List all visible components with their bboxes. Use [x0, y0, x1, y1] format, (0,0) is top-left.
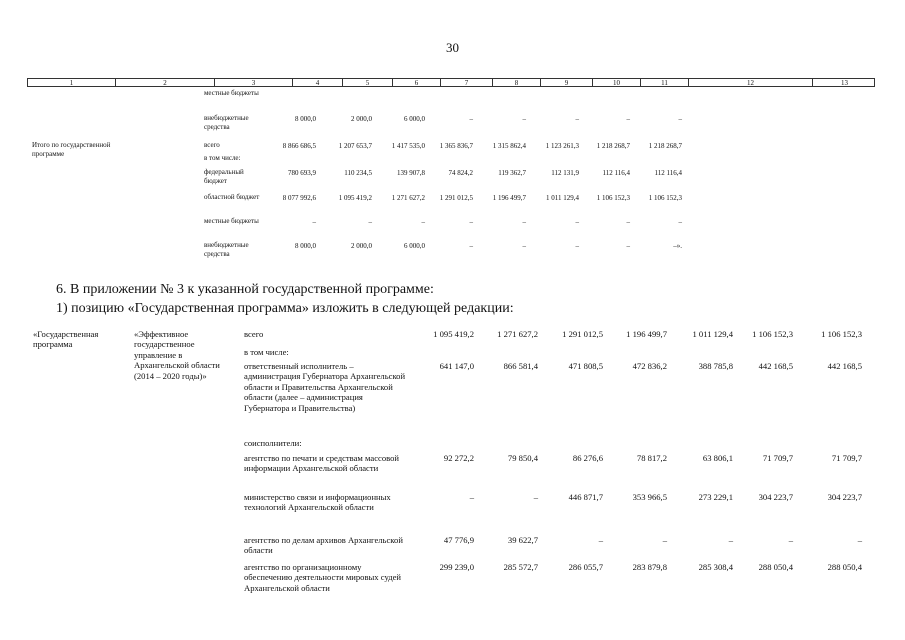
header-col-1: 1: [69, 79, 74, 87]
funding-row-label: министерство связи и информационных технологий Архангельской области: [244, 492, 391, 513]
header-col-11: 11: [640, 79, 688, 86]
top-row-value: 110 234,5: [344, 169, 372, 177]
top-row-value: 2 000,0: [351, 242, 372, 250]
funding-row-label: в том числе:: [244, 347, 289, 357]
top-row-value: 8 077 992,6: [282, 194, 316, 202]
funding-row-value: 353 966,5: [632, 492, 667, 502]
top-row-value: –: [522, 242, 526, 250]
funding-row-value: 641 147,0: [439, 361, 474, 371]
funding-row-value: 388 785,8: [698, 361, 733, 371]
top-row-value: –: [575, 218, 579, 226]
funding-row-label: агентство по печати и средствам массовой информации Архангельской области: [244, 453, 400, 474]
funding-row-value: –: [662, 535, 667, 545]
header-col-2: 2: [115, 79, 214, 86]
funding-row-value: 288 050,4: [827, 562, 862, 572]
top-row-value: 1 315 862,4: [492, 142, 526, 150]
funding-row-label: агентство по делам архивов Архангельской области: [244, 535, 403, 556]
top-row-label: федеральный бюджет: [204, 168, 244, 185]
top-row-value: 112 116,4: [654, 169, 682, 177]
funding-row-label: всего: [244, 329, 264, 339]
top-row-value: 139 907,8: [397, 169, 425, 177]
top-row-value: –: [421, 218, 425, 226]
funding-row-value: –: [598, 535, 603, 545]
top-row-label: местные бюджеты: [204, 217, 259, 225]
program-type-cell: «Государственная программа: [33, 329, 99, 350]
funding-row-value: 299 239,0: [439, 562, 474, 572]
top-partial-row-value: 8 000,0: [295, 115, 316, 123]
funding-row-value: 1 106 152,3: [752, 329, 793, 339]
top-row-value: 1 106 152,3: [596, 194, 630, 202]
funding-row-value: 304 223,7: [758, 492, 793, 502]
top-partial-row-value: –: [678, 115, 682, 123]
top-row-value: 1 123 261,3: [545, 142, 579, 150]
top-row-value: 74 824,2: [448, 169, 473, 177]
top-partial-row-value: 2 000,0: [351, 115, 372, 123]
funding-row-label: агентство по организационному обеспечению деятельности мировых судей Архангельской области: [244, 562, 401, 593]
top-row-value: 1 291 012,5: [439, 194, 473, 202]
funding-row-value: 1 291 012,5: [562, 329, 603, 339]
paragraph-1: 1) позицию «Государственная программа» изложить в следующей редакции:: [56, 301, 514, 316]
funding-row-value: 286 055,7: [568, 562, 603, 572]
header-col-13: 13: [812, 79, 876, 86]
funding-row-value: 442 168,5: [758, 361, 793, 371]
funding-row-value: 285 572,7: [503, 562, 538, 572]
top-partial-row-value: –: [469, 115, 473, 123]
funding-row-value: 63 806,1: [702, 453, 733, 463]
top-row-value: 1 011 129,4: [546, 194, 579, 202]
top-row-value: 1 196 499,7: [492, 194, 526, 202]
funding-row-value: 71 709,7: [762, 453, 793, 463]
funding-row-label: соисполнители:: [244, 438, 302, 448]
funding-row-value: 471 808,5: [568, 361, 603, 371]
top-row-label: всего: [204, 141, 220, 149]
header-col-7: 7: [440, 79, 492, 86]
top-row-value: –: [522, 218, 526, 226]
top-row-value: 1 417 535,0: [391, 142, 425, 150]
funding-row-value: 1 196 499,7: [626, 329, 667, 339]
funding-row-value: –: [788, 535, 793, 545]
header-col-8: 8: [492, 79, 540, 86]
top-row-value: 6 000,0: [404, 242, 425, 250]
top-row-value: –: [469, 242, 473, 250]
top-partial-row-value: 6 000,0: [404, 115, 425, 123]
top-row-value: 1 207 653,7: [338, 142, 372, 150]
top-partial-row-value: –: [575, 115, 579, 123]
funding-row-value: 78 817,2: [636, 453, 667, 463]
funding-row-value: –: [728, 535, 733, 545]
top-row-value: –: [575, 242, 579, 250]
funding-row-value: 446 871,7: [568, 492, 603, 502]
top-row-value: 8 000,0: [295, 242, 316, 250]
funding-row-value: 79 850,4: [507, 453, 538, 463]
top-row-value: –: [626, 218, 630, 226]
top-row-value: –: [678, 218, 682, 226]
top-row-value: 8 866 686,5: [282, 142, 316, 150]
top-row-value: 1 271 627,2: [391, 194, 425, 202]
top-row-value: 119 362,7: [498, 169, 526, 177]
paragraph-6: 6. В приложении № 3 к указанной государственной программе:: [56, 282, 434, 297]
top-row-value: –: [312, 218, 316, 226]
funding-row-value: 1 271 627,2: [497, 329, 538, 339]
top-row-value: 1 095 419,2: [338, 194, 372, 202]
header-col-9: 9: [540, 79, 592, 86]
table-header-row: [27, 78, 875, 87]
top-partial-row-label: местные бюджеты: [204, 89, 259, 97]
funding-row-value: 39 622,7: [507, 535, 538, 545]
funding-row-value: 472 836,2: [632, 361, 667, 371]
header-col-12: 12: [688, 79, 812, 86]
top-row-value: 1 218 268,7: [596, 142, 630, 150]
header-col-4: 4: [292, 79, 342, 86]
top-row-value: 112 131,9: [551, 169, 579, 177]
top-row-value: 1 365 836,7: [439, 142, 473, 150]
program-name-cell: «Эффективное государственное управление в Архангельской области (2014 – 2020 годы)»: [134, 329, 220, 381]
funding-row-value: 47 776,9: [443, 535, 474, 545]
funding-row-value: 283 879,8: [632, 562, 667, 572]
funding-row-value: 442 168,5: [827, 361, 862, 371]
top-row-value: 112 116,4: [602, 169, 630, 177]
page-number: 30: [446, 40, 459, 55]
funding-row-value: 1 106 152,3: [821, 329, 862, 339]
top-row-label: в том числе:: [204, 154, 241, 162]
top-row-value: –: [626, 242, 630, 250]
top-row-value: 1 218 268,7: [648, 142, 682, 150]
top-row-value: –: [368, 218, 372, 226]
header-col-5: 5: [342, 79, 392, 86]
top-partial-row-value: –: [626, 115, 630, 123]
total-label: Итого по государственной программе: [32, 141, 111, 158]
top-row-label: внебюджетные средства: [204, 241, 249, 258]
top-partial-row-label: внебюджетные средства: [204, 114, 249, 131]
funding-row-value: 288 050,4: [758, 562, 793, 572]
funding-row-value: 273 229,1: [698, 492, 733, 502]
top-row-value: 780 693,9: [288, 169, 316, 177]
top-partial-row-value: –: [522, 115, 526, 123]
funding-row-value: 92 272,2: [443, 453, 474, 463]
top-row-value: –».: [673, 242, 682, 250]
header-col-3: 3: [214, 79, 292, 86]
top-row-value: –: [469, 218, 473, 226]
funding-row-value: 86 276,6: [572, 453, 603, 463]
funding-row-value: 304 223,7: [827, 492, 862, 502]
funding-row-value: 71 709,7: [831, 453, 862, 463]
funding-row-label: ответственный исполнитель – администрация Губернатора Архангельской области и Правительства Архангельской области (далее – администрация Губернатора и Правительства): [244, 361, 406, 413]
top-row-value: 1 106 152,3: [648, 194, 682, 202]
funding-row-value: –: [857, 535, 862, 545]
funding-row-value: 1 095 419,2: [433, 329, 474, 339]
funding-row-value: 1 011 129,4: [692, 329, 733, 339]
header-col-6: 6: [392, 79, 440, 86]
funding-row-value: –: [469, 492, 474, 502]
header-col-10: 10: [592, 79, 640, 86]
funding-row-value: 866 581,4: [503, 361, 538, 371]
top-row-label: областной бюджет: [204, 193, 260, 201]
funding-row-value: –: [533, 492, 538, 502]
funding-row-value: 285 308,4: [698, 562, 733, 572]
